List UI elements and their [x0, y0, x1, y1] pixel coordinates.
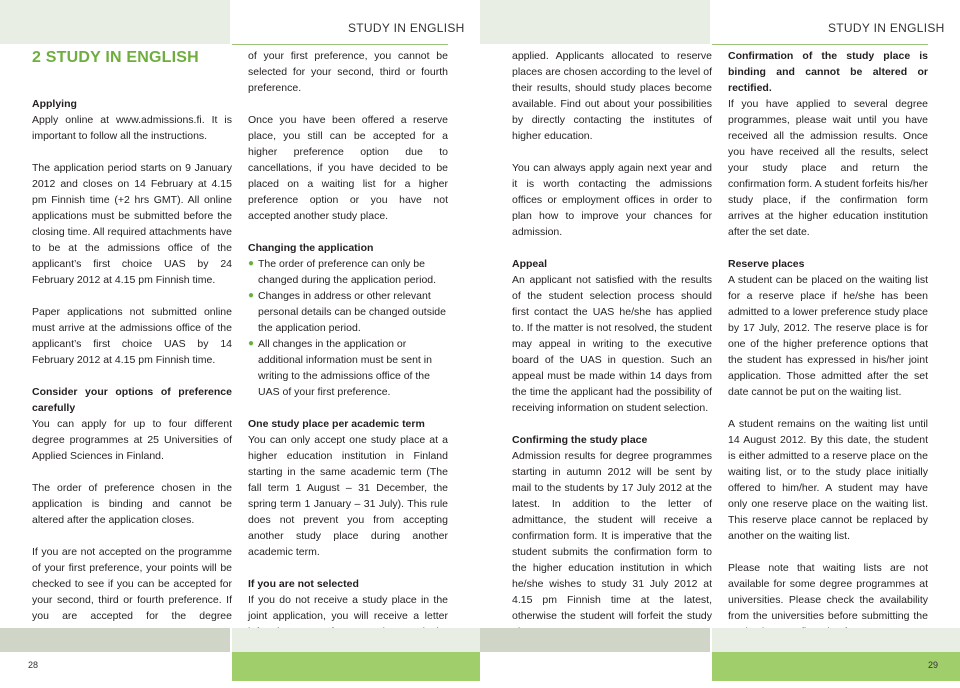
header-band-left [0, 0, 230, 44]
paragraph-options: You can apply for up to four different degree programmes at 25 Universities of Applied Sciences in Finland. [32, 418, 232, 462]
paragraph-not-selected: If you do not receive a study place in the joint application, you will receive a letter [248, 594, 448, 622]
paragraph-period: The application period starts on 9 January 2012 and closes on 14 February at 4.15 pm Finnish time (+2 hrs GMT). All online applications must be submitted before the closing time. All required attachments have to be at the admissions office of the applicant’s first choice UAS by 24 February 2012 at 4.15 pm Finnish time. [32, 162, 232, 286]
column-2 [248, 48, 448, 688]
heading-binding: Confirmation of the study place is binding and cannot be altered or rectified. [728, 50, 928, 94]
heading-options: Consider your options of preference carefully [32, 386, 232, 414]
bullet-icon: ● [248, 338, 255, 349]
column-3 [512, 48, 712, 656]
paragraph-applying: Apply online at www.admissions.fi. It is important to follow all the instructions. [32, 114, 232, 142]
footer-band [712, 628, 960, 652]
paragraph-confirming: Admission results for degree programmes starting in autumn 2012 will be sent by mail to the students by 17 July 2012 at the latest. In addition to the letter of admittance, the student will receive a confirmation form. It is imperative that the student submits the confirmation form to the higher education institution in which he/she wishes to study 31 July 2012 at 4.15 pm Finnish time at the latest, otherwise the student will forfeit the study [512, 450, 712, 622]
heading-not-selected: If you are not selected [248, 578, 359, 590]
paragraph-reserve-places: A student can be placed on the waiting list for a reserve place if he/she has been admitted to a lower preference study place by 17 July, 2012. The reserve place is for one of the higher preference options that the student has expressed in his/her joint application. Those admitted after the set date cannot be put on the waiting list. [728, 274, 928, 398]
paragraph-paper: Paper applications not submitted online must arrive at the admissions office of the applicant’s first choice UAS by 14 February 2012 at 4.15 pm Finnish time. [32, 306, 232, 366]
paragraph-one-study-place: You can only accept one study place at a higher education institution in Finland starting in the same academic term (The fall term 1 August – 31 December, the spring term 1 January – 31 July). This rule does not prevent you from accepting another study place during another academic term. [248, 434, 448, 558]
header-rule-right [712, 44, 928, 45]
chapter-title: 2 STUDY IN ENGLISH [32, 49, 199, 66]
footer-band [0, 628, 230, 652]
list-item: ● The order of preference can only be changed during the application period. [248, 258, 437, 286]
bullet-icon: ● [248, 258, 255, 269]
footer-accent-left [232, 652, 480, 681]
list-item: ● All changes in the application or additional information must be sent in writing to the admissions office of the UAS of your first preference. [248, 338, 432, 398]
paragraph-order: The order of preference chosen in the application is binding and cannot be altered after the application closes. [32, 482, 232, 526]
page-number-left: 28 [28, 660, 39, 670]
paragraph-waiting-list: A student remains on the waiting list until 14 August 2012. By this date, the student is either admitted to a reserve place on the waiting list, or to the study place initially offered to him/her. A student may have only one reserve place on the waiting list. This reserve place cannot be replaced by another on the waiting list. [728, 418, 928, 542]
bullet-icon: ● [248, 290, 255, 301]
heading-appeal: Appeal [512, 258, 548, 270]
header-band-right [480, 0, 710, 44]
changing-list [248, 256, 448, 400]
column-1 [32, 96, 232, 656]
heading-applying: Applying [32, 98, 77, 110]
heading-confirming: Confirming the study place [512, 434, 648, 446]
paragraph-continued: of your first preference, you cannot be selected for your second, third or fourth preference. [248, 50, 448, 94]
page-number-right: 29 [928, 660, 939, 670]
heading-one-study-place: One study place per academic term [248, 418, 425, 430]
footer-accent-right [712, 652, 960, 681]
heading-reserve-places: Reserve places [728, 258, 805, 270]
paragraph-apply-again: You can always apply again next year and it is worth contacting the admissions offices or employment offices in order to plan how to improve your chances for admission. [512, 162, 712, 238]
header-rule-left [232, 44, 448, 45]
list-item: ● Changes in address or other relevant personal details can be changed outside the application period. [248, 290, 446, 334]
footer-band [232, 628, 480, 652]
paragraph-continued: applied. Applicants allocated to reserve places are chosen according to the level of their results, should study places become available. Find out about your possibilities by directly contacting the institutes of higher education. [512, 50, 712, 142]
running-header-right: STUDY IN ENGLISH [828, 21, 945, 35]
paragraph-appeal: An applicant not satisfied with the results of the student selection process should first contact the UAS he/she has applied to. If the matter is not resolved, the student may appeal in writing to the executive board of the UAS in question. Such an appeal must be made within 14 days from the time the applicant had the possibility of receiving information on student selection. [512, 274, 712, 414]
paragraph-note: Please note that waiting lists are not available for some degree programmes at universities. Please check the availability from the universities before submitting the [728, 562, 928, 622]
paragraph-reserve-offer: Once you have been offered a reserve place, you still can be accepted for a higher preference option due to cancellations, if you have decided to be placed on a waiting list for a higher preference option or you have not accepted another study place. [248, 114, 448, 222]
column-4 [728, 48, 928, 656]
paragraph-not-accepted: If you are not accepted on the programme of your first preference, your points will be checked to see if you can be accepted for your second, third or fourth preference. If you are accepted for the degree [32, 546, 232, 622]
footer-band [480, 628, 710, 652]
heading-changing: Changing the application [248, 242, 374, 254]
running-header-left: STUDY IN ENGLISH [348, 21, 465, 35]
paragraph-binding: If you have applied to several degree programmes, please wait until you have received all the admission results. Once you have received all the results, select your study place and return the confirmation form. A student forfeits his/her study place, if the confirmation form arrives at the higher education institution after the set date. [728, 98, 928, 238]
